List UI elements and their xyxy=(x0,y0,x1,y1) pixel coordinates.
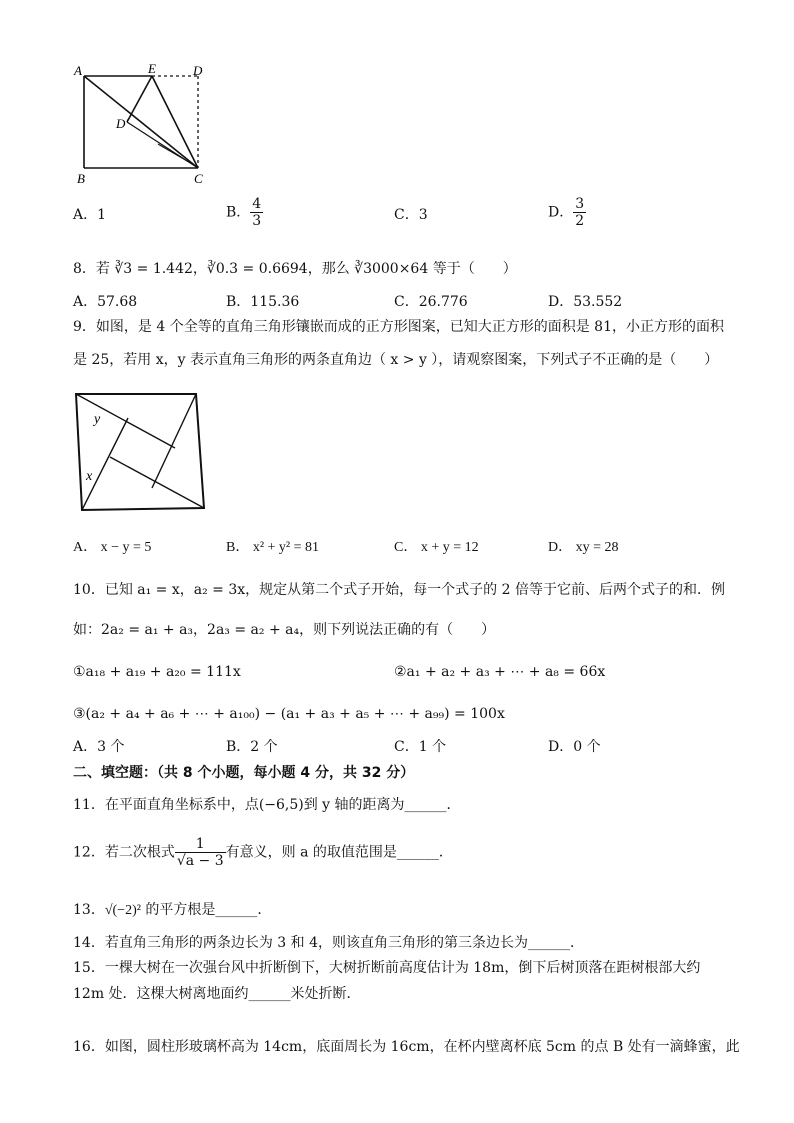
q8-stem: 8．若 ∛3 = 1.442，∛0.3 = 0.6694，那么 ∛3000×64 等于（ ） xyxy=(73,261,517,277)
q10-option-b: B．2 个 xyxy=(226,739,278,755)
q10-stem-line1: 10．已知 a₁ = x，a₂ = 3x，规定从第二个式子开始，每一个式子的 2 倍等于它前、后两个式子的和．例 xyxy=(73,582,725,598)
q13-line xyxy=(73,900,271,921)
q12-frac-num: 1 xyxy=(175,836,226,853)
q10-option-c: C．1 个 xyxy=(394,739,447,755)
label-D-prime: D' xyxy=(116,116,129,131)
q8-option-d: D．53.552 xyxy=(548,294,623,310)
figure-pinwheel-square xyxy=(72,390,208,514)
q10-option-d: D．0 个 xyxy=(548,739,601,755)
figure-rectangle-fold xyxy=(72,62,212,186)
q9-option-b: B． x² + y² = 81 xyxy=(226,540,320,555)
q8-option-a: A．57.68 xyxy=(73,294,138,310)
q9-stem-line2: 是 25，若用 x，y 表示直角三角形的两条直角边（ x > y ），请观察图案，下列式子不正确的是（ ） xyxy=(73,352,719,368)
q10-stem-line2: 如：2a₂ = a₁ + a₃，2a₃ = a₂ + a₄，则下列说法正确的有（ ） xyxy=(73,622,496,638)
label-x: x xyxy=(86,469,93,484)
q7-option-b-prefix: B． xyxy=(226,204,251,221)
q12-prefix: 12．若二次根式 xyxy=(73,844,175,861)
label-y: y xyxy=(94,412,101,427)
q7-option-b xyxy=(226,196,263,229)
q7-option-b-den: 3 xyxy=(252,213,262,229)
q7-option-d-num: 3 xyxy=(575,196,585,212)
q11-text: 11．在平面直角坐标系中，点(−6,5)到 y 轴的距离为______． xyxy=(73,797,461,813)
label-C: C xyxy=(194,171,203,186)
q13-prefix: 13． xyxy=(73,902,105,918)
q13-radical: √(−2)² xyxy=(104,903,141,918)
q7-option-b-num: 4 xyxy=(252,196,262,212)
q9-option-a: A． x − y = 5 xyxy=(73,540,152,555)
label-E: E xyxy=(148,62,156,76)
q9-option-d: D． xy = 28 xyxy=(548,540,619,555)
label-B: B xyxy=(77,171,85,186)
q12-frac-den: √a − 3 xyxy=(176,853,224,869)
q12-suffix: 有意义，则 a 的取值范围是______． xyxy=(225,844,453,861)
q7-option-d-prefix: D． xyxy=(548,204,574,221)
q15-line1: 15．一棵大树在一次强台风中折断倒下，大树折断前高度估计为 18m，倒下后树顶落在距树根部大约 xyxy=(73,960,701,976)
label-D: D xyxy=(193,63,203,78)
q7-option-a: A．1 xyxy=(73,207,107,223)
q8-option-b: B．115.36 xyxy=(226,294,300,310)
q7-option-c: C．3 xyxy=(394,207,428,223)
q14-text: 14．若直角三角形的两条边长为 3 和 4，则该直角三角形的第三条边长为______． xyxy=(73,935,584,951)
q10-statement-1: ①a₁₈ + a₁₉ + a₂₀ = 111x xyxy=(73,664,241,680)
q16-line1: 16．如图，圆柱形玻璃杯高为 14cm，底面周长为 16cm，在杯内壁离杯底 5cm 的点 B 处有一滴蜂蜜，此 xyxy=(73,1039,740,1055)
q8-option-c: C．26.776 xyxy=(394,294,468,310)
q12-line xyxy=(73,836,453,869)
label-A: A xyxy=(74,63,82,78)
q9-option-c: C． x + y = 12 xyxy=(394,540,479,555)
q10-option-a: A．3 个 xyxy=(73,739,125,755)
q7-option-d xyxy=(548,196,586,229)
q10-statement-2: ②a₁ + a₂ + a₃ + ⋯ + a₈ = 66x xyxy=(394,664,606,680)
q9-stem-line1: 9．如图，是 4 个全等的直角三角形镶嵌而成的正方形图案，已知大正方形的面积是 81，小正方形的面积 xyxy=(73,319,724,335)
section-2-title: 二、填空题：（共 8 个小题，每小题 4 分，共 32 分） xyxy=(73,765,415,781)
q10-statement-3: ③(a₂ + a₄ + a₆ + ⋯ + a₁₀₀) − (a₁ + a₃ + a₅ + ⋯ + a₉₉) = 100x xyxy=(73,706,505,722)
q7-option-d-den: 2 xyxy=(575,213,585,229)
q13-suffix: 的平方根是______． xyxy=(140,902,272,918)
q15-line2: 12m 处．这棵大树离地面约______米处折断． xyxy=(73,986,361,1002)
